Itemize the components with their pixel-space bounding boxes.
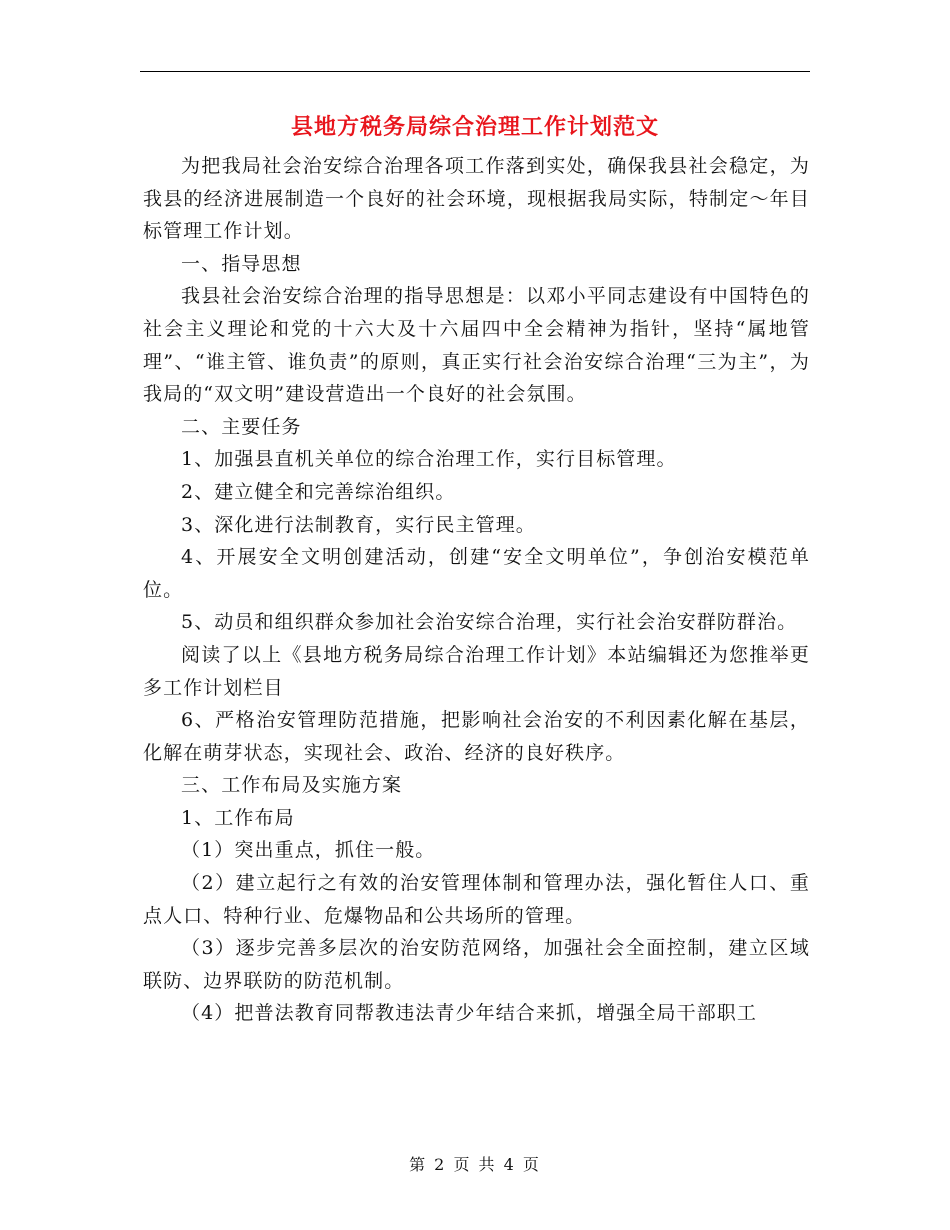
layout-item-3: （3）逐步完善多层次的治安防范网络，加强社会全面控制，建立区域联防、边界联防的防范机制。 bbox=[143, 937, 810, 992]
header-rule bbox=[140, 71, 810, 72]
task-item-3: 3、深化进行法制教育，实行民主管理。 bbox=[181, 513, 536, 536]
task-item-6: 6、严格治安管理防范措施，把影响社会治安的不利因素化解在基层，化解在萌芽状态，实现社会、政治、经济的良好秩序。 bbox=[143, 709, 810, 764]
page-number-footer: 第 2 页 共 4 页 bbox=[409, 1155, 541, 1174]
task-item-4: 4、开展安全文明创建活动，创建“安全文明单位”，争创治安模范单位。 bbox=[143, 546, 810, 601]
recommendation-note: 阅读了以上《县地方税务局综合治理工作计划》本站编辑还为您推举更多工作计划栏目 bbox=[143, 643, 810, 699]
section-heading-layout-plan: 三、工作布局及实施方案 bbox=[181, 774, 403, 797]
section-heading-guiding-ideology: 一、指导思想 bbox=[181, 252, 302, 275]
section-heading-main-tasks: 二、主要任务 bbox=[181, 415, 302, 438]
paragraph-intro: 为把我局社会治安综合治理各项工作落到实处，确保我县社会稳定，为我县的经济进展制造一个良好的社会环境，现根据我局实际，特制定～年目标管理工作计划。 bbox=[143, 155, 810, 243]
subheading-work-layout: 1、工作布局 bbox=[181, 806, 295, 829]
document-body bbox=[143, 150, 810, 1030]
paragraph-guiding-ideology: 我县社会治安综合治理的指导思想是：以邓小平同志建设有中国特色的社会主义理论和党的十六大及十六届四中全会精神为指针，坚持“属地管理”、“谁主管、谁负责”的原则，真正实行社会治安综合治理“三为主”，为我局的“双文明”建设营造出一个良好的社会氛围。 bbox=[143, 285, 810, 406]
document-title: 县地方税务局综合治理工作计划范文 bbox=[290, 114, 659, 140]
task-item-2: 2、建立健全和完善综治组织。 bbox=[181, 480, 456, 503]
layout-item-2: （2）建立起行之有效的治安管理体制和管理办法，强化暂住人口、重点人口、特种行业、危爆物品和公共场所的管理。 bbox=[143, 872, 810, 927]
task-item-1: 1、加强县直机关单位的综合治理工作，实行目标管理。 bbox=[181, 448, 677, 471]
layout-item-4: （4）把普法教育同帮教违法青少年结合来抓，增强全局干部职工 bbox=[181, 1002, 757, 1025]
layout-item-1: （1）突出重点，抓住一般。 bbox=[181, 839, 436, 862]
task-item-5: 5、动员和组织群众参加社会治安综合治理，实行社会治安群防群治。 bbox=[181, 611, 798, 634]
